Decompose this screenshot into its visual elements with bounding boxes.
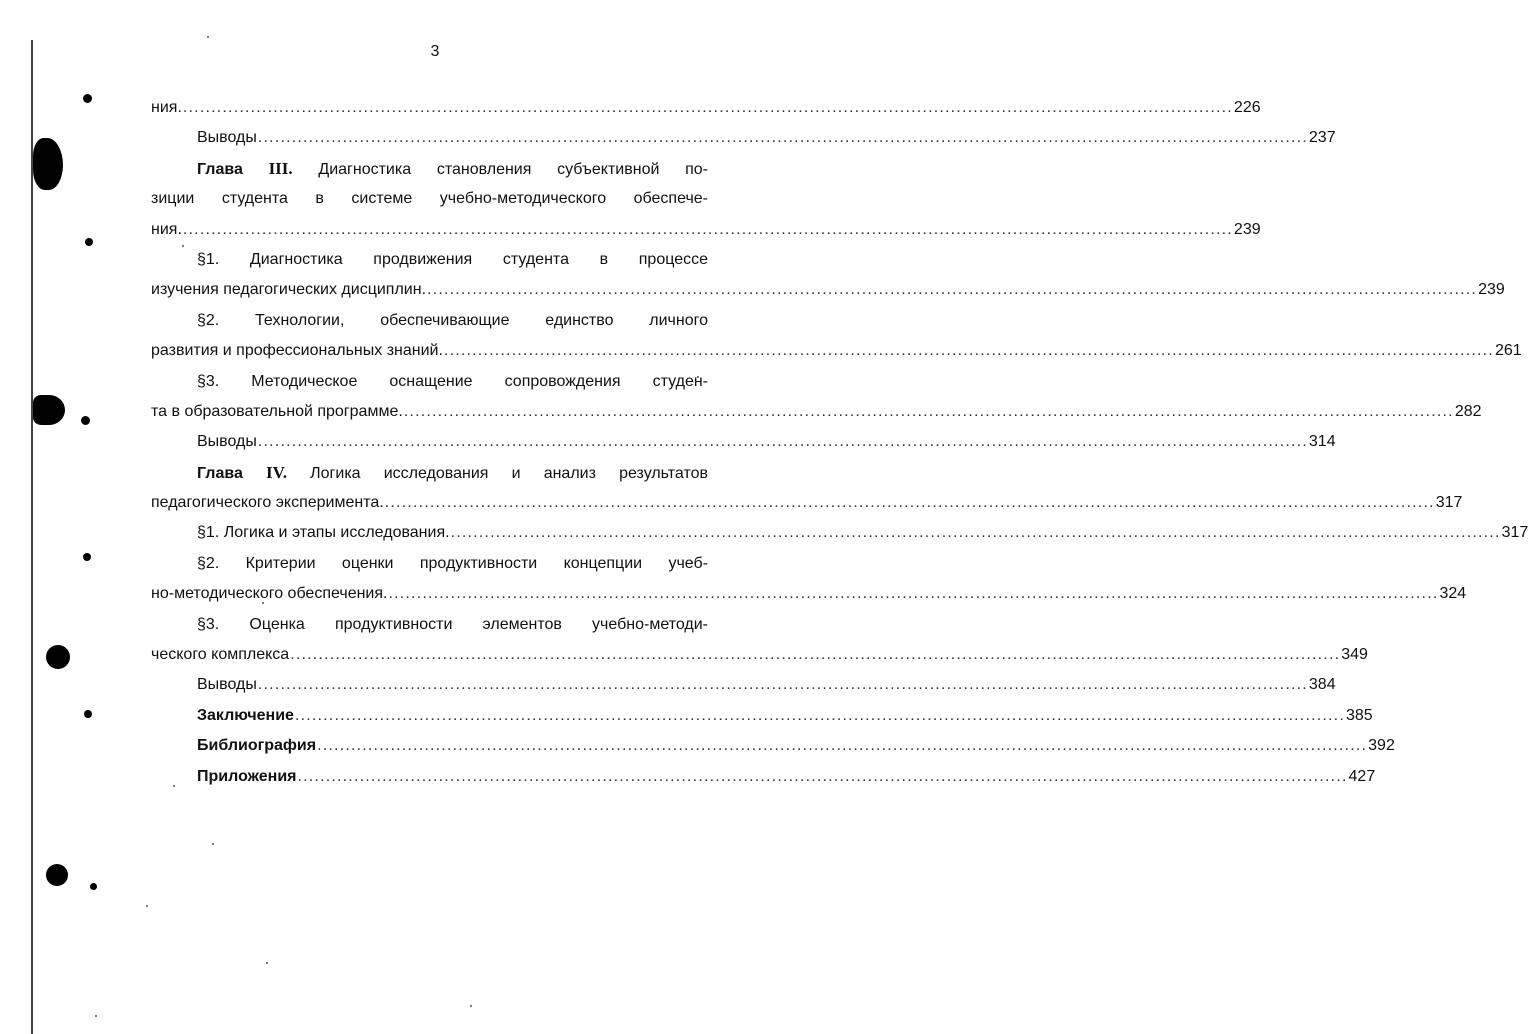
toc-entry-text: педагогического эксперимента. bbox=[151, 494, 384, 512]
toc-section-heading bbox=[151, 549, 708, 579]
toc-entry-text: изучения педагогических дисциплин. bbox=[151, 281, 427, 299]
toc-entry bbox=[151, 518, 1528, 548]
toc-entry-line bbox=[151, 184, 708, 214]
toc-entry bbox=[151, 731, 1395, 761]
toc-entry-text: Приложения bbox=[197, 767, 297, 785]
toc-entry-text: Выводы bbox=[197, 129, 257, 147]
toc-entry bbox=[151, 336, 1522, 366]
toc-entry bbox=[151, 488, 1463, 518]
toc-entry-page: 427 bbox=[1348, 767, 1376, 785]
binding-smudge bbox=[33, 138, 63, 190]
leader-dots: .......................................................................................................................................................................................... bbox=[294, 706, 1345, 724]
scan-speck bbox=[207, 36, 209, 38]
toc-entry bbox=[151, 93, 1261, 123]
leader-dots: .......................................................................................................................................................................................... bbox=[257, 676, 1308, 694]
scan-speck bbox=[470, 1005, 472, 1007]
toc-entry-text: ческого комплекса bbox=[151, 646, 290, 664]
toc-entry-text: §2. Критерии оценки продуктивности концепции учеб- bbox=[197, 554, 708, 572]
leader-dots: .......................................................................................................................................................................................... bbox=[443, 342, 1494, 360]
page-edge-line bbox=[31, 40, 33, 1034]
scan-speck bbox=[146, 905, 148, 907]
toc-entry-text: ния. bbox=[151, 220, 182, 238]
toc-entry-page: 317 bbox=[1501, 524, 1528, 542]
toc-section-heading bbox=[151, 245, 708, 275]
page-number: 3 bbox=[430, 43, 440, 60]
toc-entry bbox=[151, 397, 1482, 427]
toc-entry bbox=[151, 640, 1368, 670]
toc-entry-page: 384 bbox=[1308, 676, 1336, 694]
punch-hole-mark bbox=[46, 645, 70, 669]
punch-hole-mark bbox=[90, 883, 97, 890]
scan-speck bbox=[95, 1015, 97, 1017]
leader-dots: .......................................................................................................................................................................................... bbox=[427, 281, 1478, 299]
toc-entry-page: 317 bbox=[1435, 494, 1463, 512]
table-of-contents bbox=[151, 93, 1528, 792]
toc-entry-text: Библиография bbox=[197, 737, 317, 755]
toc-entry-text: §1. Логика и этапы исследования. bbox=[197, 524, 450, 542]
toc-entry bbox=[151, 123, 1336, 153]
toc-entry bbox=[151, 762, 1376, 792]
toc-entry-page: 239 bbox=[1233, 220, 1261, 238]
punch-hole-mark bbox=[46, 864, 68, 886]
toc-entry-text: Выводы bbox=[197, 433, 257, 451]
toc-section-heading bbox=[151, 610, 708, 640]
leader-dots: .......................................................................................................................................................................................... bbox=[290, 646, 1341, 664]
toc-entry-text: Диагностика становления субъективной по- bbox=[292, 160, 709, 178]
toc-entry bbox=[151, 701, 1373, 731]
toc-entry bbox=[151, 579, 1467, 609]
toc-entry-text: §2. Технологии, обеспечивающие единство личного bbox=[197, 311, 708, 329]
toc-chapter-heading bbox=[151, 154, 708, 184]
toc-entry-text: Заключение bbox=[197, 706, 294, 724]
toc-entry-text: зиции студента в системе учебно-методического обеспече- bbox=[151, 190, 708, 208]
punch-hole-mark bbox=[85, 238, 93, 246]
toc-entry-page: 349 bbox=[1341, 646, 1368, 664]
toc-entry-page: 282 bbox=[1454, 402, 1482, 420]
leader-dots: .......................................................................................................................................................................................... bbox=[388, 585, 1439, 603]
toc-section-heading bbox=[151, 367, 708, 397]
toc-chapter-heading bbox=[151, 458, 708, 488]
chapter-label: Глава bbox=[197, 464, 243, 482]
chapter-label: Глава bbox=[197, 160, 243, 178]
toc-entry-text: но-методического обеспечения. bbox=[151, 585, 388, 603]
toc-entry-page: 392 bbox=[1368, 737, 1395, 755]
toc-entry-page: 385 bbox=[1345, 706, 1373, 724]
toc-entry bbox=[151, 275, 1505, 305]
leader-dots: .......................................................................................................................................................................................... bbox=[297, 767, 1348, 785]
toc-entry bbox=[151, 215, 1261, 245]
leader-dots: .......................................................................................................................................................................................... bbox=[384, 494, 1435, 512]
toc-entry-text: развития и профессиональных знаний. bbox=[151, 342, 443, 360]
punch-hole-mark bbox=[81, 416, 90, 425]
leader-dots: .......................................................................................................................................................................................... bbox=[182, 220, 1233, 238]
chapter-number: IV. bbox=[266, 462, 287, 482]
scan-speck bbox=[266, 962, 268, 964]
leader-dots: .......................................................................................................................................................................................... bbox=[317, 737, 1368, 755]
toc-entry-page: 314 bbox=[1308, 433, 1336, 451]
toc-entry-text: ния. bbox=[151, 99, 182, 116]
toc-entry-text: §1. Диагностика продвижения студента в процессе bbox=[197, 250, 708, 268]
leader-dots: .......................................................................................................................................................................................... bbox=[257, 129, 1308, 147]
binding-smudge bbox=[33, 395, 65, 425]
chapter-number: III. bbox=[268, 158, 293, 178]
toc-entry-text: §3. Методическое оснащение сопровождения студен- bbox=[197, 372, 708, 390]
scan-speck bbox=[212, 843, 214, 845]
leader-dots: .......................................................................................................................................................................................... bbox=[450, 524, 1501, 542]
punch-hole-mark bbox=[83, 94, 92, 103]
leader-dots: .......................................................................................................................................................................................... bbox=[182, 99, 1233, 116]
leader-dots: .......................................................................................................................................................................................... bbox=[403, 402, 1454, 420]
toc-entry-text: Выводы bbox=[197, 676, 257, 694]
toc-entry-text: Логика исследования и анализ результатов bbox=[286, 464, 709, 482]
toc-entry-text: §3. Оценка продуктивности элементов учебно-методи- bbox=[197, 615, 708, 633]
toc-entry-text: та в образовательной программе. bbox=[151, 402, 403, 420]
leader-dots: .......................................................................................................................................................................................... bbox=[257, 433, 1308, 451]
toc-entry bbox=[151, 427, 1336, 457]
toc-section-heading bbox=[151, 306, 708, 336]
punch-hole-mark bbox=[83, 553, 91, 561]
toc-entry-page: 237 bbox=[1308, 129, 1336, 147]
toc-entry-page: 239 bbox=[1478, 281, 1505, 299]
toc-entry bbox=[151, 670, 1336, 700]
punch-hole-mark bbox=[84, 710, 92, 718]
toc-entry-page: 261 bbox=[1494, 342, 1522, 360]
toc-entry-page: 324 bbox=[1439, 585, 1467, 603]
toc-entry-page: 226 bbox=[1233, 99, 1261, 116]
